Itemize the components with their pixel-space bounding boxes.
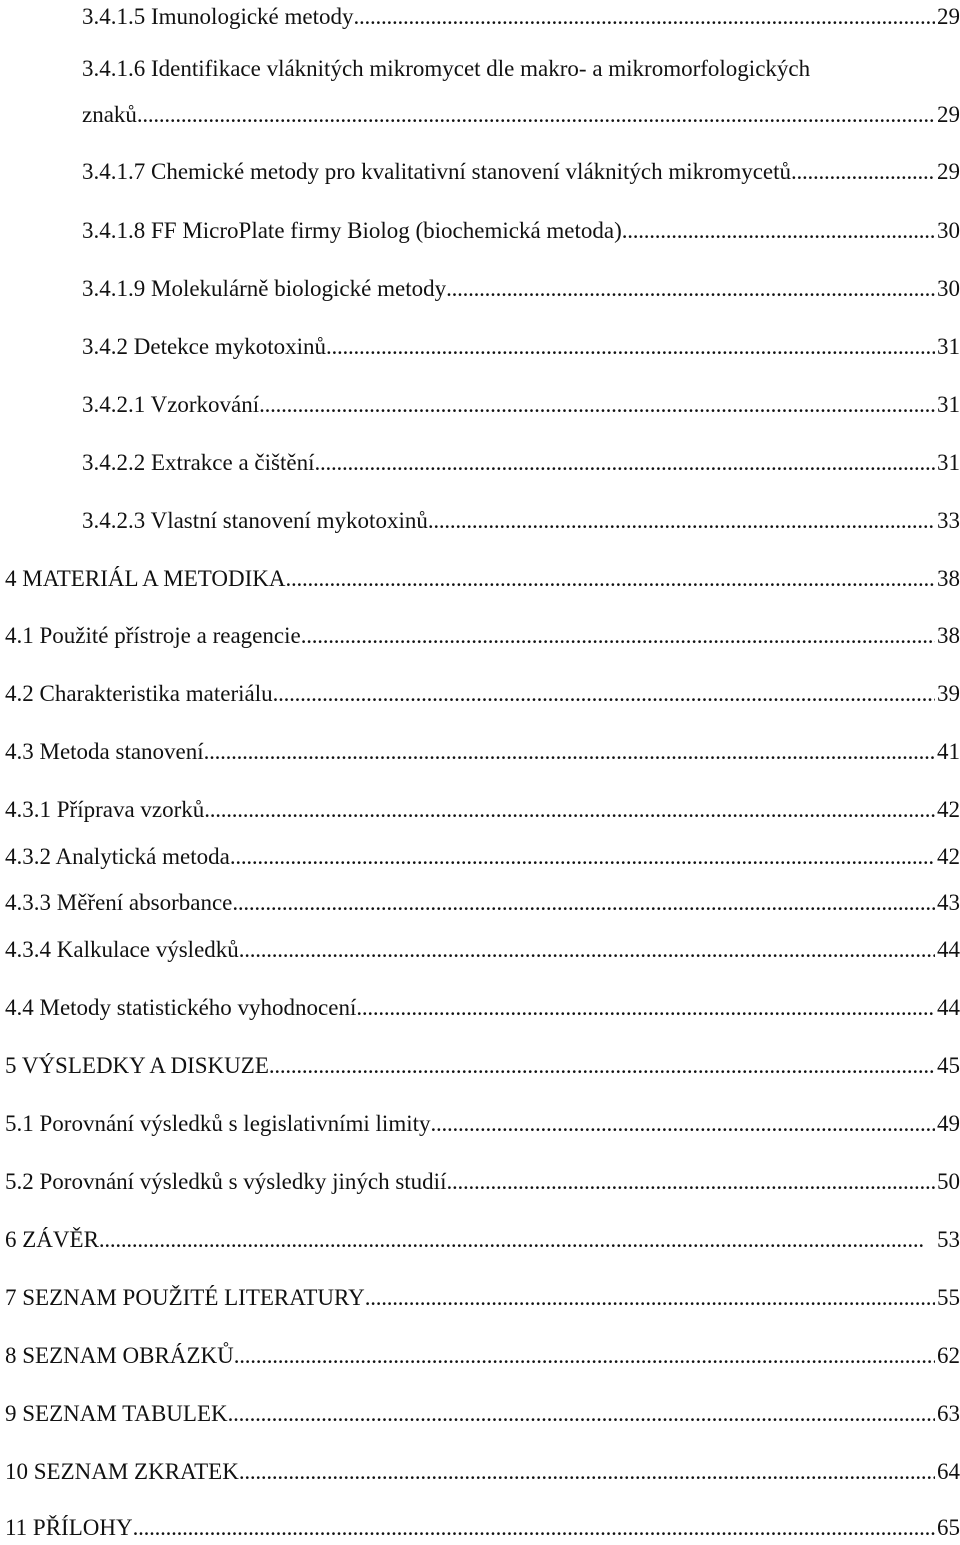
leader-dots [259,388,935,422]
toc-entry-page: 30 [937,218,960,243]
leader-dots [99,1223,935,1257]
toc-entry-page: 31 [937,450,960,475]
leader-dots [239,1455,935,1489]
toc-entry[interactable] [82,388,960,422]
toc-entry-label: 3.4.2.3 Vlastní stanovení mykotoxinů [82,508,428,533]
toc-entry[interactable] [82,446,960,480]
toc-entry[interactable] [5,886,960,920]
toc-entry[interactable] [5,991,960,1025]
toc-entry-page: 31 [937,392,960,417]
toc-entry-label: 3.4.2.1 Vzorkování [82,392,260,417]
leader-dots [137,98,935,132]
leader-dots [356,991,935,1025]
toc-entry-page: 53 [937,1227,960,1252]
leader-dots [133,1511,935,1545]
toc-entry[interactable] [5,1165,960,1199]
toc-entry[interactable] [82,98,960,132]
toc-entry-label: 7 SEZNAM POUŽITÉ LITERATURY [5,1285,365,1310]
toc-entry-page: 42 [937,797,960,822]
leader-dots [239,933,935,967]
leader-dots [622,214,935,248]
toc-entry-page: 42 [937,844,960,869]
toc-entry[interactable] [5,840,960,874]
toc-entry-page: 38 [937,566,960,591]
toc-entry[interactable] [5,1397,960,1431]
leader-dots [446,272,935,306]
toc-entry-page: 50 [937,1169,960,1194]
toc-entry[interactable] [5,1049,960,1083]
toc-entry-label: 3.4.1.5 Imunologické metody [82,4,354,29]
toc-entry-page: 31 [937,334,960,359]
toc-entry-page: 33 [937,508,960,533]
toc-entry-page: 49 [937,1111,960,1136]
toc-entry[interactable] [82,504,960,538]
toc-entry-label: 4 MATERIÁL A METODIKA [5,566,286,591]
toc-entry-page: 29 [937,4,960,29]
toc-entry-label: 6 ZÁVĚR [5,1227,99,1252]
toc-entry-page: 45 [937,1053,960,1078]
leader-dots [228,1397,935,1431]
toc-entry-page: 55 [937,1285,960,1310]
toc-entry-page: 62 [937,1343,960,1368]
toc-entry-page: 63 [937,1401,960,1426]
leader-dots [446,1165,935,1199]
leader-dots [204,735,935,769]
toc-entry-page: 44 [937,937,960,962]
toc-entry-page: 41 [937,739,960,764]
toc-entry[interactable] [82,0,960,34]
leader-dots [234,1339,935,1373]
toc-entry-page: 29 [937,102,960,127]
toc-entry[interactable] [5,1281,960,1315]
toc-entry[interactable] [5,793,960,827]
toc-entry-page: 64 [937,1459,960,1484]
leader-dots [269,1049,935,1083]
toc-entry-wrapped-line[interactable] [82,52,810,86]
toc-entry-label: 4.3 Metoda stanovení [5,739,204,764]
leader-dots [204,793,935,827]
toc-entry-label: 3.4.1.7 Chemické metody pro kvalitativní stanovení vláknitých mikromycetů [82,159,792,184]
toc-entry-label: 4.4 Metody statistického vyhodnocení [5,995,357,1020]
leader-dots [428,504,935,538]
toc-entry-label: 5.1 Porovnání výsledků s legislativními limity [5,1111,431,1136]
toc-entry-page: 38 [937,623,960,648]
leader-dots [273,677,935,711]
toc-entry-label: 5.2 Porovnání výsledků s výsledky jiných studií [5,1169,447,1194]
toc-entry[interactable] [5,677,960,711]
toc-entry-page: 44 [937,995,960,1020]
toc-entry[interactable] [5,1107,960,1141]
toc-entry[interactable] [5,1223,960,1257]
toc-entry-label: 4.1 Použité přístroje a reagencie [5,623,301,648]
toc-entry-page: 39 [937,681,960,706]
leader-dots [326,330,935,364]
toc-entry[interactable] [82,155,960,189]
toc-entry-label: 3.4.2.2 Extrakce a čištění [82,450,315,475]
toc-entry-label: 4.3.4 Kalkulace výsledků [5,937,239,962]
toc-entry-label: 4.3.1 Příprava vzorků [5,797,205,822]
toc-entry-page: 30 [937,276,960,301]
toc-entry[interactable] [5,619,960,653]
toc-entry-label: 11 PŘÍLOHY [5,1515,133,1540]
toc-entry-page: 65 [937,1515,960,1540]
toc-entry-label: 3.4.1.6 Identifikace vláknitých mikromycet dle makro- a mikromorfologických [82,56,811,81]
leader-dots [365,1281,935,1315]
toc-entry[interactable] [82,214,960,248]
toc-entry[interactable] [5,735,960,769]
toc-entry-label: 4.3.3 Měření absorbance [5,890,233,915]
toc-entry-page: 29 [937,159,960,184]
leader-dots [232,886,935,920]
leader-dots [791,155,935,189]
toc-entry[interactable] [82,330,960,364]
toc-entry[interactable] [82,272,960,306]
toc-entry-label: 4.2 Charakteristika materiálu [5,681,273,706]
toc-entry-label: 3.4.2 Detekce mykotoxinů [82,334,327,359]
toc-entry-label: znaků [82,102,137,127]
toc-entry-label: 3.4.1.8 FF MicroPlate firmy Biolog (biochemická metoda) [82,218,622,243]
toc-entry[interactable] [5,1511,960,1545]
leader-dots [230,840,935,874]
leader-dots [314,446,935,480]
toc-entry[interactable] [5,1339,960,1373]
toc-entry-label: 5 VÝSLEDKY A DISKUZE [5,1053,269,1078]
toc-entry[interactable] [5,933,960,967]
toc-entry-label: 3.4.1.9 Molekulárně biologické metody [82,276,447,301]
toc-entry-label: 9 SEZNAM TABULEK [5,1401,228,1426]
toc-entry-label: 10 SEZNAM ZKRATEK [5,1459,239,1484]
leader-dots [285,562,935,596]
leader-dots [431,1107,936,1141]
toc-entry-label: 8 SEZNAM OBRÁZKŮ [5,1343,234,1368]
toc-entry-page: 43 [937,890,960,915]
leader-dots [354,0,936,34]
leader-dots [301,619,935,653]
toc-entry[interactable] [5,562,960,596]
toc-entry[interactable] [5,1455,960,1489]
toc-entry-label: 4.3.2 Analytická metoda [5,844,230,869]
